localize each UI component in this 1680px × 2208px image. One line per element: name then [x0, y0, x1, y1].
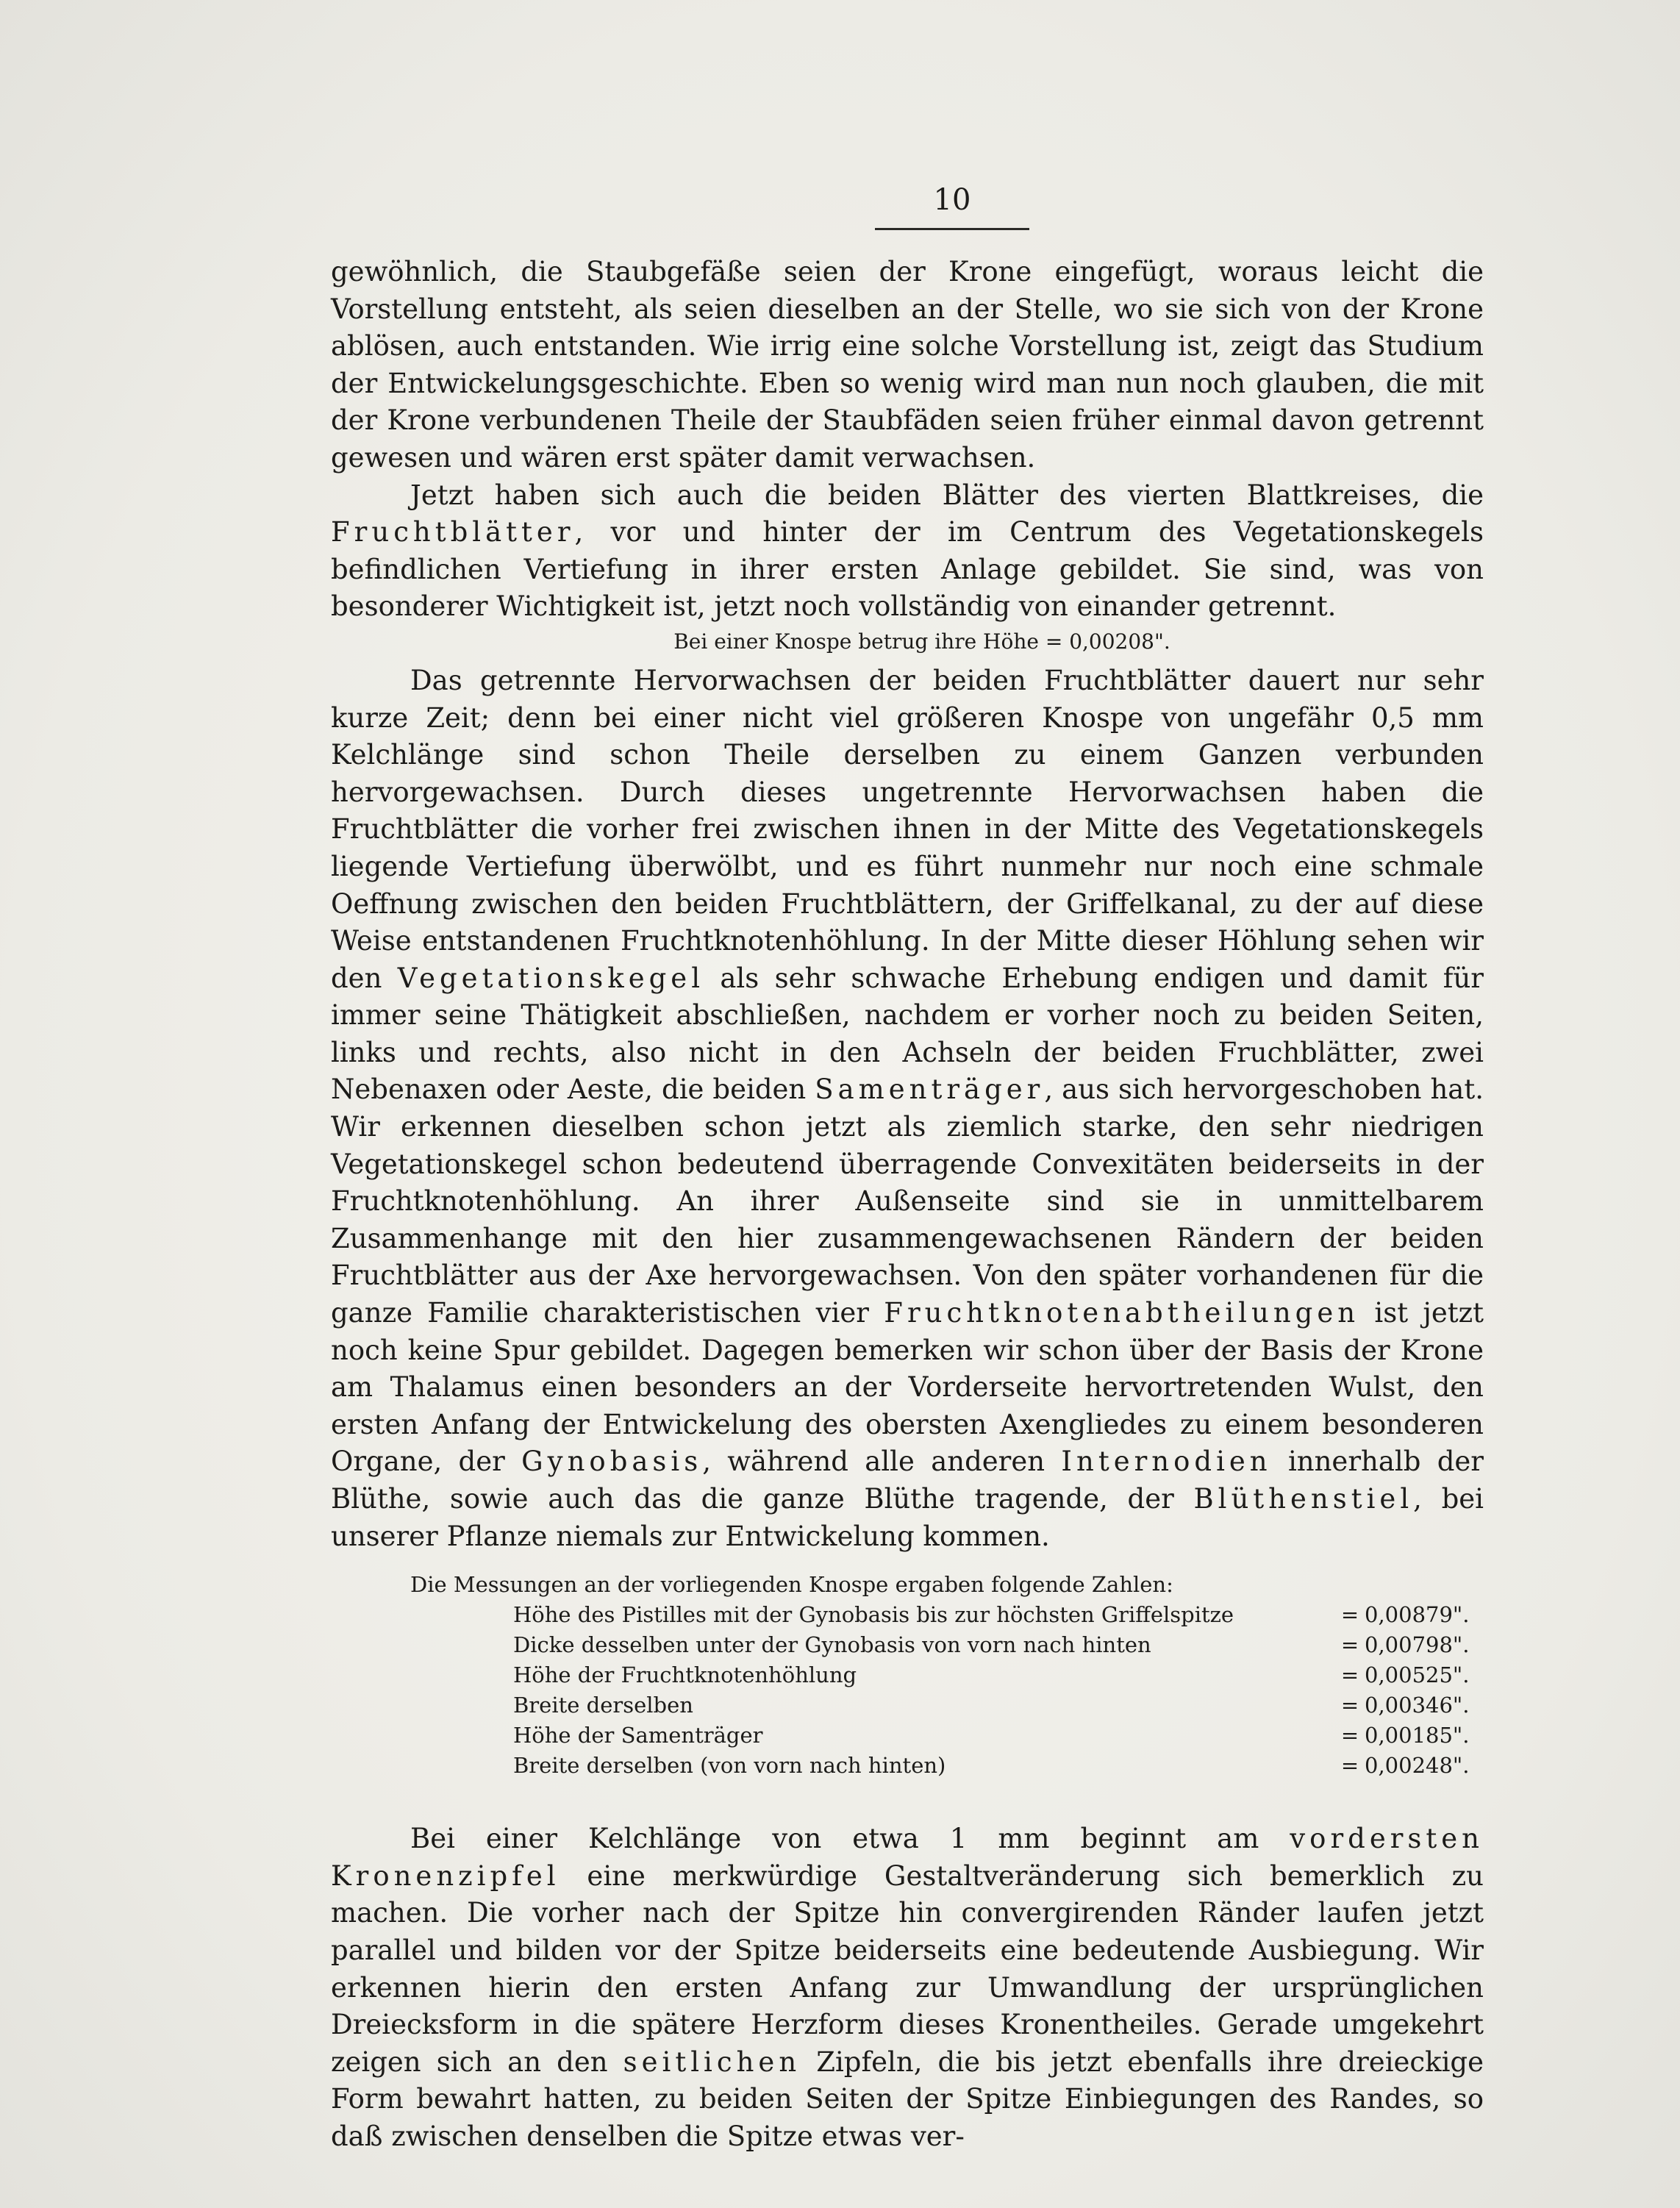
- measurement-label: Breite derselben (von vorn nach hinten): [513, 1753, 946, 1779]
- measurement-value: 0,00185".: [1365, 1723, 1470, 1748]
- equals-sign: =: [1340, 1632, 1359, 1658]
- text-run: , vor und hinter der im Centrum des Vegetationskegels befindlichen Vertiefung in ihrer ersten Anlage gebildet. Sie sind, was von besonderer Wichtigkeit ist, jetzt noch vollständig von einander getrennt.: [331, 516, 1484, 623]
- text-run: als sehr schwache Erhebung endigen und damit für immer seine Thätigkeit abschließen, nachdem er vorher noch zu beiden Seiten, links und rechts, also nicht in den Achseln der beiden Fruchblätter, zwei Nebenaxen oder Aeste, die beiden: [331, 962, 1484, 1106]
- page-body: [331, 254, 1484, 2156]
- measurement-row: [331, 1660, 1484, 1690]
- measurement-label: Höhe der Samenträger: [513, 1723, 763, 1748]
- measurement-row: [331, 1600, 1484, 1630]
- spaced-term: Vegetationskegel: [397, 962, 705, 994]
- paragraph-3: [331, 662, 1484, 1555]
- measurement-value: 0,00879".: [1365, 1602, 1470, 1628]
- text-run: ist jetzt noch keine Spur gebildet. Dagegen bemerken wir schon über der Basis der Krone am Thalamus einen besonders an der Vorderseite hervortretenden Wulst, den ersten Anfang der Entwickelung des obersten Axengliedes zu einem besonderen Organe, der: [331, 1297, 1484, 1478]
- spaced-term: Blüthenstiel: [1193, 1483, 1414, 1515]
- spaced-term: vordersten Kronenzipfel: [331, 1823, 1484, 1892]
- measurement-row: [331, 1721, 1484, 1751]
- page-number: 10: [933, 183, 971, 217]
- paragraph-1: gewöhnlich, die Staubgefäße seien der Krone eingefügt, woraus leicht die Vorstellung entsteht, als seien dieselben an der Stelle, wo sie sich von der Krone ablösen, auch entstanden. Wie irrig eine solche Vorstellung ist, zeigt das Studium der Entwickelungsgeschichte. Eben so wenig wird man nun noch glauben, die mit der Krone verbundenen Theile der Staubfäden seien früher einmal davon getrennt gewesen und wären erst später damit verwachsen.: [331, 256, 1484, 474]
- text-run: , während alle anderen: [702, 1446, 1062, 1478]
- text-run: Das getrennte Hervorwachsen der beiden Fruchtblätter dauert nur sehr kurze Zeit; denn bei einer nicht viel größeren Knospe von ungefähr 0,5 mm Kelchlänge sind schon Theile derselben zu einem Ganzen verbunden hervorgewachsen. Durch dieses ungetrennte Hervorwachsen haben die Fruchtblätter die vorher frei zwischen ihnen in der Mitte des Vegetationskegels liegende Vertiefung überwölbt, und es führt nunmehr nur noch eine schmale Oeffnung zwischen den beiden Fruchtblättern, der Griffelkanal, zu der auf diese Weise entstandenen Fruchtknotenhöhlung. In der Mitte dieser Höhlung sehen wir den: [331, 664, 1484, 994]
- measurement-label: Breite derselben: [513, 1693, 693, 1718]
- spaced-term: Fruchtknotenabtheilungen: [884, 1297, 1360, 1329]
- measurement-row: [331, 1690, 1484, 1721]
- paragraph-2: [331, 477, 1484, 626]
- measurement-row: [331, 1630, 1484, 1660]
- measurement-row: [331, 1751, 1484, 1781]
- page-header: [875, 182, 1029, 230]
- text-run: , aus sich hervorgeschoben hat. Wir erkennen dieselben schon jetzt als ziemlich starke, den sehr niedrigen Vegetationskegel schon bedeutend überragende Convexitäten beiderseits in der Fruchtknotenhöhlung. An ihrer Außenseite sind sie in unmittelbarem Zusammenhange mit den hier zusammengewachsenen Rändern der beiden Fruchtblätter aus der Axe hervorgewachsen. Von den später vorhandenen für die ganze Familie charakteristischen vier: [331, 1073, 1484, 1329]
- footnote-measure: Bei einer Knospe betrug ihre Höhe = 0,00208".: [673, 629, 1170, 654]
- text-run: Zipfeln, die bis jetzt ebenfalls ihre dreieckige Form bewahrt hatten, zu beiden Seiten der Spitze Einbiegungen des Randes, so daß zwischen denselben die Spitze etwas ver-: [331, 2046, 1484, 2152]
- equals-sign: =: [1340, 1693, 1359, 1718]
- paragraph-4: [331, 1821, 1484, 2155]
- text-run: innerhalb der Blüthe, sowie auch das die ganze Blüthe tragende, der: [331, 1446, 1484, 1515]
- spaced-term: Fruchtblätter: [331, 516, 575, 549]
- measurement-value: 0,00248".: [1365, 1753, 1470, 1779]
- equals-sign: =: [1340, 1723, 1359, 1748]
- measurement-label: Höhe der Fruchtknotenhöhlung: [513, 1662, 857, 1688]
- equals-sign: =: [1340, 1662, 1359, 1688]
- equals-sign: =: [1340, 1602, 1359, 1628]
- text-run: , bei unserer Pflanze niemals zur Entwickelung kommen.: [331, 1483, 1484, 1552]
- text-run: Bei einer Kelchlänge von etwa 1 mm beginnt am: [410, 1823, 1290, 1855]
- spaced-term: Internodien: [1061, 1446, 1272, 1478]
- spaced-term: Samenträger: [815, 1073, 1045, 1106]
- text-run: eine merkwürdige Gestaltveränderung sich bemerklich zu machen. Die vorher nach der Spitze hin convergirenden Ränder laufen jetzt parallel und bilden vor der Spitze beiderseits eine bedeutende Ausbiegung. Wir erkennen hierin den ersten Anfang zur Umwandlung der ursprünglichen Dreiecksform in die spätere Herzform dieses Kronentheiles. Gerade umgekehrt zeigen sich an den: [331, 1859, 1484, 2078]
- measurement-value: 0,00798".: [1365, 1632, 1470, 1658]
- measurements-intro: Die Messungen an der vorliegenden Knospe ergaben folgende Zahlen:: [410, 1572, 1173, 1598]
- measurement-value: 0,00525".: [1365, 1662, 1470, 1688]
- text-run: Jetzt haben sich auch die beiden Blätter des vierten Blattkreises, die: [410, 479, 1484, 511]
- header-rule: [875, 228, 1029, 230]
- spaced-term: seitlichen: [623, 2046, 801, 2078]
- measurements-table: [331, 1570, 1484, 1781]
- measurement-label: Höhe des Pistilles mit der Gynobasis bis zur höchsten Griffelspitze: [513, 1602, 1234, 1628]
- equals-sign: =: [1340, 1753, 1359, 1779]
- measurement-value: 0,00346".: [1365, 1693, 1470, 1718]
- measurement-label: Dicke desselben unter der Gynobasis von vorn nach hinten: [513, 1632, 1151, 1658]
- spaced-term: Gynobasis: [521, 1446, 703, 1478]
